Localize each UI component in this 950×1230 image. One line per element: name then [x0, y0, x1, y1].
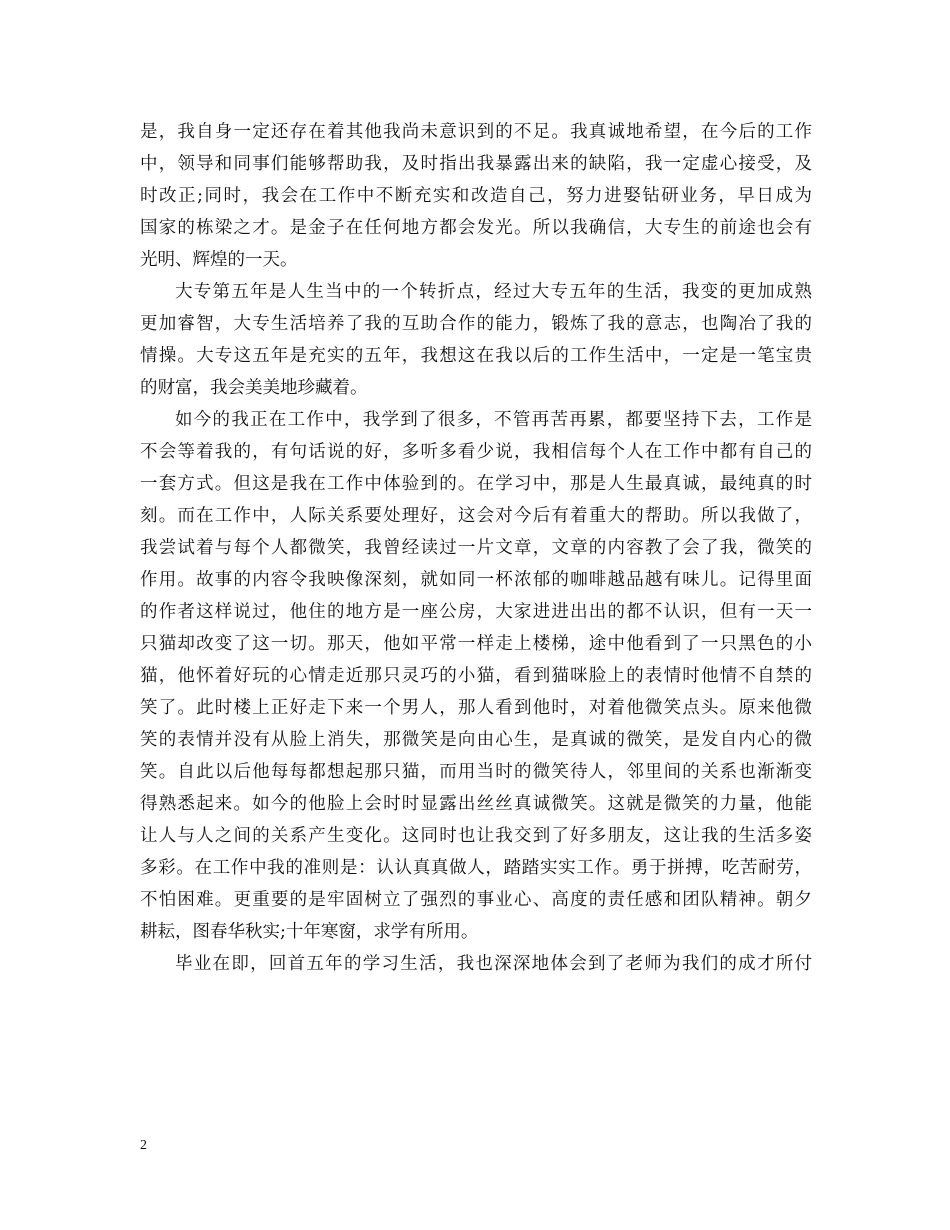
text-line: 更加睿智，大专生活培养了我的互助合作的能力，锻炼了我的意志，也陶冶了我的: [140, 314, 812, 334]
text-line: 的作者这样说过，他住的地方是一座公房，大家进进出出的都不认识，但有一天一: [140, 602, 812, 622]
text-line: 作用。故事的内容令我映像深刻，就如同一杯浓郁的咖啡越品越有味儿。记得里面: [140, 570, 812, 590]
text-line: 笑。自此以后他每每都想起那只猫，而用当时的微笑待人，邻里间的关系也渐渐变: [140, 762, 812, 782]
text-line: 笑的表情并没有从脸上消失，那微笑是向由心生，是真诚的微笑，是发自内心的微: [140, 730, 812, 750]
text-line: 是，我自身一定还存在着其他我尚未意识到的不足。我真诚地希望，在今后的工作: [140, 122, 812, 142]
text-line: 不会等着我的，有句话说的好，多听多看少说，我相信每个人在工作中都有自己的: [140, 442, 812, 462]
text-line: 毕业在即，回首五年的学习生活，我也深深地体会到了老师为我们的成才所付: [175, 954, 812, 974]
text-line: 大专第五年是人生当中的一个转折点，经过大专五年的生活，我变的更加成熟: [175, 282, 812, 302]
text-line: 只猫却改变了这一切。那天，他如平常一样走上楼梯，途中他看到了一只黑色的小: [140, 634, 812, 654]
text-line: 刻。而在工作中，人际关系要处理好，这会对今后有着重大的帮助。所以我做了，: [140, 506, 812, 526]
text-line: 耕耘，图春华秋实;十年寒窗，求学有所用。: [140, 922, 479, 942]
text-line: 时改正;同时，我会在工作中不断充实和改造自己，努力进娶钻研业务，早日成为: [140, 186, 812, 206]
text-line: 得熟悉起来。如今的他脸上会时时显露出丝丝真诚微笑。这就是微笑的力量，他能: [140, 794, 812, 814]
text-line: 多彩。在工作中我的准则是：认认真真做人，踏踏实实工作。勇于拼搏，吃苦耐劳，: [140, 858, 812, 878]
page-number: 2: [140, 1138, 147, 1153]
text-line: 中，领导和同事们能够帮助我，及时指出我暴露出来的缺陷，我一定虚心接受，及: [140, 154, 812, 174]
text-line: 光明、辉煌的一天。: [140, 250, 298, 270]
text-line: 的财富，我会美美地珍藏着。: [140, 378, 368, 398]
text-line: 笑了。此时楼上正好走下来一个男人，那人看到他时，对着他微笑点头。原来他微: [140, 698, 812, 718]
text-line: 情操。大专这五年是充实的五年，我想这在我以后的工作生活中，一定是一笔宝贵: [140, 346, 812, 366]
text-line: 如今的我正在工作中，我学到了很多，不管再苦再累，都要坚持下去，工作是: [175, 410, 812, 430]
text-line: 国家的栋梁之才。是金子在任何地方都会发光。所以我确信，大专生的前途也会有: [140, 218, 812, 238]
text-line: 猫，他怀着好玩的心情走近那只灵巧的小猫，看到猫咪脸上的表情时他情不自禁的: [140, 666, 812, 686]
text-line: 不怕困难。更重要的是牢固树立了强烈的事业心、高度的责任感和团队精神。朝夕: [140, 890, 812, 910]
text-line: 让人与人之间的关系产生变化。这同时也让我交到了好多朋友，这让我的生活多姿: [140, 826, 812, 846]
text-line: 一套方式。但这是我在工作中体验到的。在学习中，那是人生最真诚，最纯真的时: [140, 474, 812, 494]
body-text: [140, 116, 812, 980]
text-line: 我尝试着与每个人都微笑，我曾经读过一片文章，文章的内容教了会了我，微笑的: [140, 538, 812, 558]
